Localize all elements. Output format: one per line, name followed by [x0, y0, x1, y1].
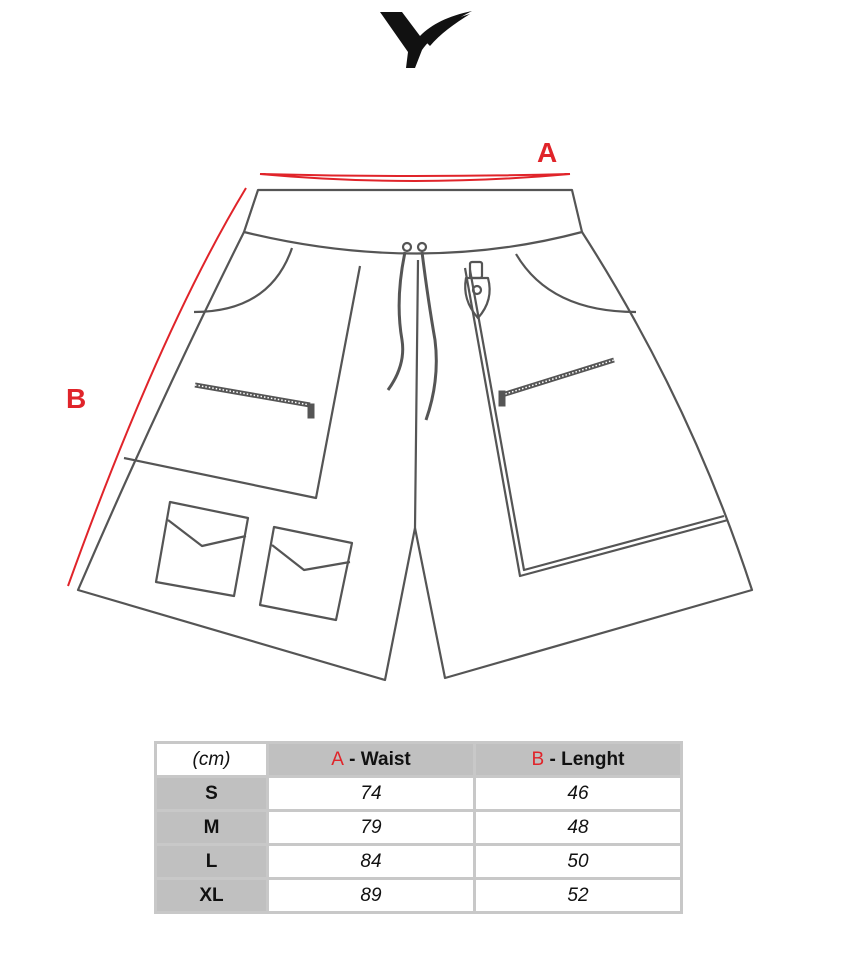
column-name: - Waist — [343, 748, 411, 770]
column-name: - Lenght — [544, 748, 625, 770]
size-cell: M — [156, 811, 268, 845]
unit-header: (cm) — [156, 743, 268, 777]
dimension-label-b: B — [66, 383, 87, 414]
left-leg — [78, 232, 418, 680]
size-cell: L — [156, 845, 268, 879]
size-cell: S — [156, 777, 268, 811]
table-row — [156, 777, 682, 811]
left-small-pocket-1 — [156, 502, 248, 596]
dimension-line-a — [260, 174, 570, 181]
table-header-row — [156, 743, 682, 777]
waist-cell: 89 — [268, 879, 475, 913]
shorts-technical-drawing — [0, 130, 843, 700]
waist-cell: 84 — [268, 845, 475, 879]
waist-cell: 74 — [268, 777, 475, 811]
waistband — [244, 190, 582, 254]
waist-header — [268, 743, 475, 777]
length-cell: 50 — [475, 845, 682, 879]
length-header — [475, 743, 682, 777]
left-small-pocket-2 — [260, 527, 352, 620]
length-cell: 46 — [475, 777, 682, 811]
size-chart-table — [154, 741, 683, 914]
right-leg — [415, 232, 752, 678]
length-cell: 48 — [475, 811, 682, 845]
table-row — [156, 811, 682, 845]
table-row — [156, 845, 682, 879]
column-letter: B — [531, 748, 545, 770]
length-cell: 52 — [475, 879, 682, 913]
brand-logo-icon — [380, 10, 472, 68]
column-letter: A — [331, 748, 344, 770]
table-row — [156, 879, 682, 913]
dimension-label-a: A — [537, 137, 558, 168]
waist-cell: 79 — [268, 811, 475, 845]
size-cell: XL — [156, 879, 268, 913]
